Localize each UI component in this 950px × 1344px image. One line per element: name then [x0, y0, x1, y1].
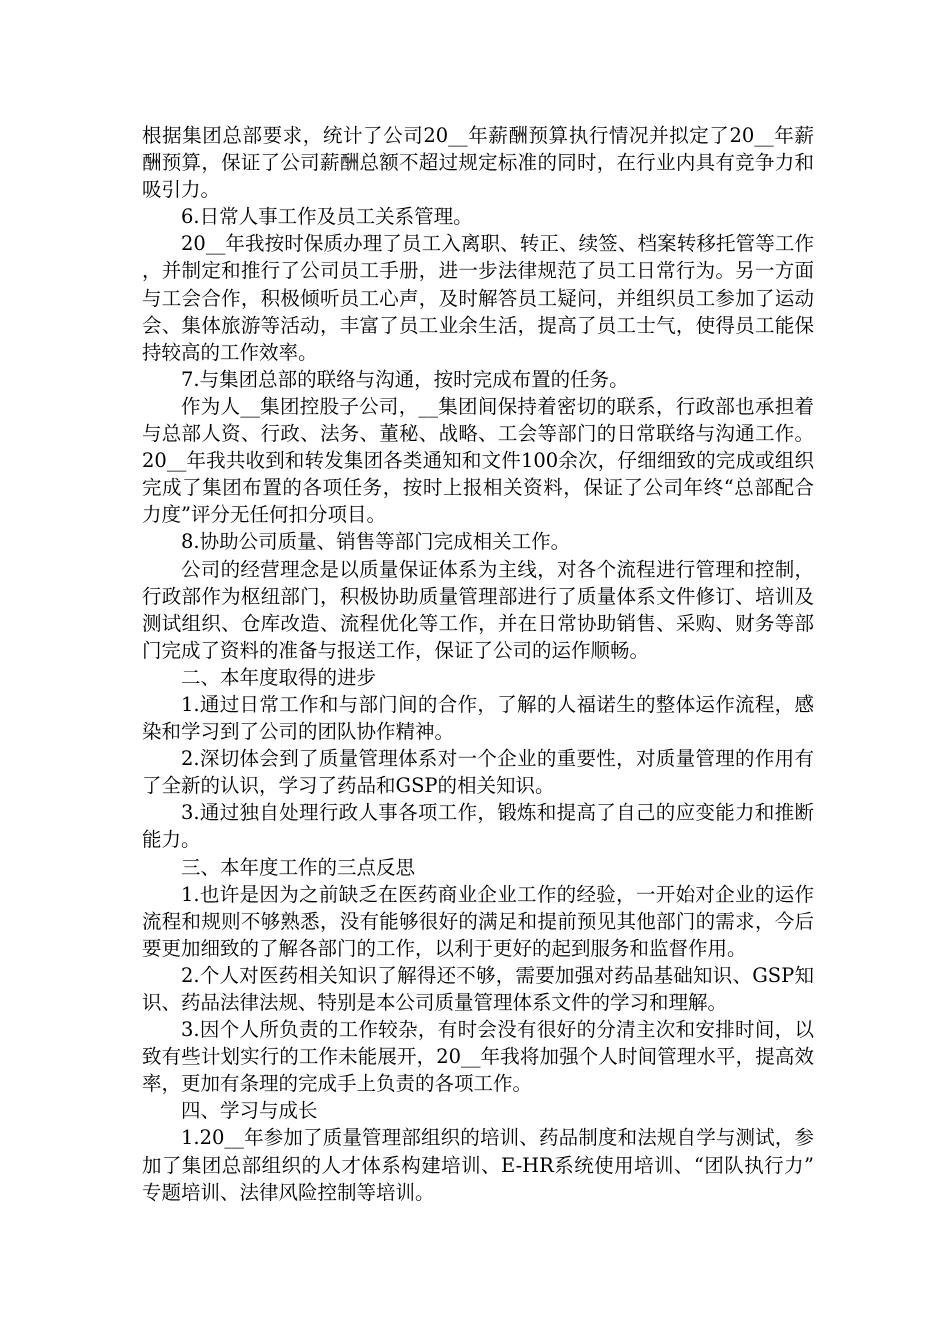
learning-item-1: 1.20__年参加了质量管理部组织的培训、药品制度和法规自学与测试，参加了集团总部组织的人才体系构建培训、E-HR系统使用培训、“团队执行力”专题培训、法律风险控制等培训。: [142, 1126, 814, 1204]
section-item-8-heading: 8.协助公司质量、销售等部门完成相关工作。: [181, 530, 571, 554]
paragraph-continuation: 根据集团总部要求，统计了公司20__年薪酬预算执行情况并拟定了20__年薪酬预算，保证了公司薪酬总额不超过规定标准的同时，在行业内具有竞争力和吸引力。: [142, 124, 814, 202]
section-heading-progress: 二、本年度取得的进步: [181, 665, 377, 689]
progress-item-2: 2.深切体会到了质量管理体系对一个企业的重要性，对质量管理的作用有了全新的认识，学习了药品和GSP的相关知识。: [142, 747, 814, 798]
section-item-7-heading: 7.与集团总部的联络与沟通，按时完成布置的任务。: [181, 367, 629, 391]
progress-item-1: 1.通过日常工作和与部门间的合作，了解的人福诺生的整体运作流程，感染和学习到了公司的团队协作精神。: [142, 692, 814, 744]
paragraph-group-liaison: 作为人__集团控股子公司，__集团间保持着密切的联系，行政部也承担着与总部人资、行政、法务、董秘、战略、工会等部门的日常联络与沟通工作。20__年我共收到和转发集团各类通知和文件100余次，仔细细致的完成或组织完成了集团布置的各项任务，按时上报相关资料，保证了公司年终“总部配合力度”评分无任何扣分项目。: [142, 394, 814, 527]
paragraph-quality-support: 公司的经营理念是以质量保证体系为主线，对各个流程进行管理和控制，行政部作为枢纽部门，积极协助质量管理部进行了质量体系文件修订、培训及测试组织、仓库改造、流程优化等工作，并在日常协助销售、采购、财务等部门完成了资料的准备与报送工作，保证了公司的运作顺畅。: [142, 557, 814, 662]
paragraph-hr-work: 20__年我按时保质办理了员工入离职、转正、续签、档案转移托管等工作，并制定和推行了公司员工手册，进一步法律规范了员工日常行为。另一方面与工会合作，积极倾听员工心声，及时解答员工疑问，并组织员工参加了运动会、集体旅游等活动，丰富了员工业余生活，提高了员工士气，使得员工能保持较高的工作效率。: [142, 232, 814, 364]
reflection-item-1: 1.也许是因为之前缺乏在医药商业企业工作的经验，一开始对企业的运作流程和规则不够熟悉，没有能够很好的满足和提前预见其他部门的需求，今后要更加细致的了解各部门的工作，以利于更好的起到服务和监督作用。: [142, 882, 814, 960]
progress-item-3: 3.通过独自处理行政人事各项工作，锻炼和提高了自己的应变能力和推断能力。: [142, 801, 814, 852]
document-body: [142, 122, 814, 1206]
reflection-item-2: 2.个人对医药相关知识了解得还不够，需要加强对药品基础知识、GSP知识、药品法律法规、特别是本公司质量管理体系文件的学习和理解。: [142, 963, 814, 1014]
section-heading-learning: 四、学习与成长: [181, 1099, 318, 1123]
section-heading-reflection: 三、本年度工作的三点反思: [181, 855, 416, 879]
reflection-item-3: 3.因个人所负责的工作较杂，有时会没有很好的分清主次和安排时间，以致有些计划实行的工作未能展开，20__年我将加强个人时间管理水平，提高效率，更加有条理的完成手上负责的各项工作。: [142, 1018, 814, 1096]
section-item-6-heading: 6.日常人事工作及员工关系管理。: [181, 205, 473, 229]
